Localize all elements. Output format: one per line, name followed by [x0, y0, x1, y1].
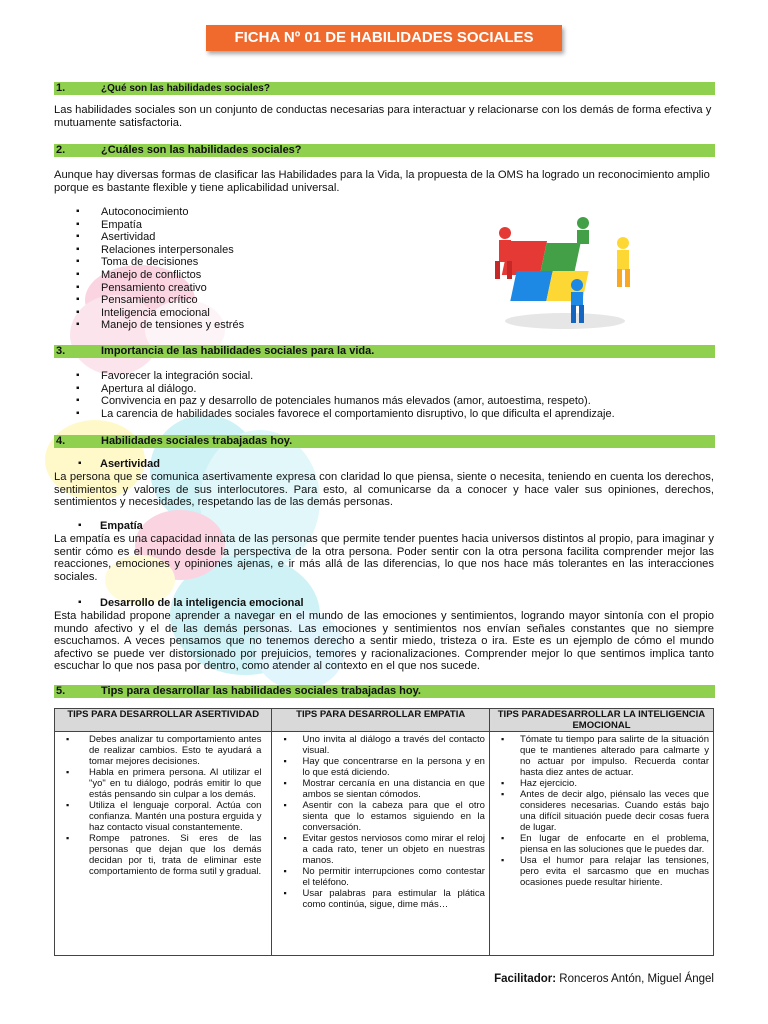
table-header: TIPS PARADESARROLLAR LA INTELIGENCIA EMOCIONAL	[489, 709, 713, 732]
list-item: ▪ Manejo de tensiones y estrés	[76, 319, 244, 332]
list-item: ▪ Empatía	[76, 219, 244, 232]
list-item: ▪ Pensamiento creativo	[76, 282, 244, 295]
section-1-number: 1.	[56, 82, 66, 94]
ie-heading	[80, 597, 304, 609]
ie-text: Esta habilidad propone aprender a navegar en el mundo de las emociones y sentimientos, logrando mayor sintonía con el propio mundo afectivo y el de las demás personas. Las emociones y sentimientos nos envían señales constantes que no siempre escuchamos. A veces pensamos que no tenemos derecho a sentir miedo, tristeza o ira. Este es un ejemplo de cómo el mundo afectivo se puede ver distorsionado por prejuicios, temores y racionalizaciones. Comprender mejor lo que sentimos implica tanto escuchar lo que nos pasa por dentro, como atender al contexto en el que nos sucede.	[54, 610, 714, 673]
section-2-title: ¿Cuáles son las habilidades sociales?	[101, 144, 302, 156]
table-row	[55, 732, 714, 956]
list-item: ▪ Evitar gestos nerviosos como mirar el reloj a cada rato, tener un objeto en nuestras manos.	[276, 833, 484, 866]
list-item: ▪ Uno invita al diálogo a través del contacto visual.	[276, 734, 484, 756]
list-item: ▪ Rompe patrones. Si eres de las personas que dejan que los demás decidan por ti, trata de eliminar este comportamiento de forma sutil y gradual.	[59, 833, 267, 877]
empatia-text: La empatía es una capacidad innata de las personas que permite tender puentes hacia universos distintos al propio, para imaginar y sentir cómo es el mundo desde la perspectiva de la otra persona. Poder sentir con la otra persona facilita comprender mejor las reacciones, emociones y opiniones ajenas, e ir más allá de las diferencias, lo que nos hace más tolerantes en las interacciones sociales.	[54, 533, 714, 583]
list-item: ▪ Asertividad	[76, 231, 244, 244]
skills-list	[76, 206, 244, 332]
list-item: ▪ Favorecer la integración social.	[76, 370, 716, 383]
asertividad-heading	[80, 458, 160, 470]
section-3-number: 3.	[56, 345, 66, 357]
list-item: ▪ Usa el humor para relajar las tensiones, pero evita el sarcasmo que en muchas ocasiones puede resultar hiriente.	[494, 855, 709, 888]
list-item: ▪ Utiliza el lenguaje corporal. Actúa con confianza. Mantén una postura erguida y haz contacto visual constantemente.	[59, 800, 267, 833]
list-item: ▪ Toma de decisiones	[76, 256, 244, 269]
list-item: ▪ Antes de decir algo, piénsalo las veces que consideres necesarias. Cuando estás bajo una difícil situación puede decir cosas fuera de lugar.	[494, 789, 709, 833]
facilitator-label: Facilitador:	[494, 973, 557, 985]
list-item: ▪ Asentir con la cabeza para que el otro sienta que lo estamos siguiendo en la conversación.	[276, 800, 484, 833]
section-3-title: Importancia de las habilidades sociales para la vida.	[101, 345, 375, 357]
list-item: ▪ Inteligencia emocional	[76, 307, 244, 320]
list-item: ▪ Convivencia en paz y desarrollo de potenciales humanos más elevados (amor, autoestima, respeto).	[76, 395, 716, 408]
section-3-header	[54, 345, 715, 358]
list-item: ▪ Haz ejercicio.	[494, 778, 709, 789]
table-header: TIPS PARA DESARROLLAR EMPATIA	[272, 709, 489, 732]
facilitator-name: Ronceros Antón, Miguel Ángel	[559, 973, 714, 985]
empatia-heading-text: Empatía	[100, 520, 143, 532]
list-item: ▪ La carencia de habilidades sociales favorece el comportamiento disruptivo, lo que dificulta el aprendizaje.	[76, 408, 716, 421]
table-header-row	[55, 709, 714, 732]
section-1-title: ¿Qué son las habilidades sociales?	[101, 83, 270, 94]
section-4-header	[54, 435, 715, 448]
ie-heading-text: Desarrollo de la inteligencia emocional	[100, 597, 304, 609]
list-item: ▪ Habla en primera persona. Al utilizar el "yo" en tu diálogo, podrás emitir lo que estás pensando sin culpar a los demás.	[59, 767, 267, 800]
list-item: ▪ Tómate tu tiempo para salirte de la situación que te mantienes alterado para calmarte y no actuar por impulso. Recuerda contar hasta diez antes de actuar.	[494, 734, 709, 778]
list-item: ▪ En lugar de enfocarte en el problema, piensa en las soluciones que le puedes dar.	[494, 833, 709, 855]
table-header: TIPS PARA DESARROLLAR ASERTIVIDAD	[55, 709, 272, 732]
page-title: FICHA Nº 01 DE HABILIDADES SOCIALES	[206, 25, 562, 51]
tips-table	[54, 708, 714, 956]
table-cell-asertividad	[55, 732, 272, 956]
empatia-heading	[80, 520, 143, 532]
section-1-header	[54, 82, 715, 95]
section-2-number: 2.	[56, 144, 66, 156]
section-2-header	[54, 144, 715, 157]
list-item: ▪ Debes analizar tu comportamiento antes de realizar cambios. Esto te ayudará a tomar mejores decisiones.	[59, 734, 267, 767]
table-cell-empatia	[272, 732, 489, 956]
puzzle-team-icon	[485, 213, 635, 333]
section-5-header	[54, 685, 715, 698]
list-item: ▪ Autoconocimiento	[76, 206, 244, 219]
list-item: ▪ Mostrar cercanía en una distancia en que ambos se sientan cómodos.	[276, 778, 484, 800]
section-2-text: Aunque hay diversas formas de clasificar las Habilidades para la Vida, la propuesta de la OMS ha logrado un reconocimiento amplio porque es bastante flexible y tiene aplicabilidad universal.	[54, 169, 710, 194]
list-item: ▪ Manejo de conflictos	[76, 269, 244, 282]
section-5-title: Tips para desarrollar las habilidades sociales trabajadas hoy.	[101, 685, 421, 697]
list-item: ▪ Apertura al diálogo.	[76, 383, 716, 396]
importance-list	[76, 370, 716, 420]
facilitator-credit	[494, 973, 714, 985]
list-item: ▪ Hay que concentrarse en la persona y en lo que está diciendo.	[276, 756, 484, 778]
table-cell-inteligencia-emocional	[489, 732, 713, 956]
section-5-number: 5.	[56, 685, 66, 697]
section-4-title: Habilidades sociales trabajadas hoy.	[101, 435, 293, 447]
list-item: ▪ Relaciones interpersonales	[76, 244, 244, 257]
section-4-number: 4.	[56, 435, 66, 447]
list-item: ▪ Usar palabras para estimular la plática como continúa, sigue, dime más…	[276, 888, 484, 910]
list-item: ▪ Pensamiento crítico	[76, 294, 244, 307]
section-1-text: Las habilidades sociales son un conjunto de conductas necesarias para interactuar y relacionarse con los demás de forma efectiva y mutuamente satisfactoria.	[54, 104, 712, 129]
asertividad-text: La persona que se comunica asertivamente expresa con claridad lo que piensa, siente o necesita, teniendo en cuenta los derechos, sentimientos y valores de sus interlocutores. Para esto, al comunicarse da a conocer y hace valer sus opiniones, derechos, sentimientos y necesidades, respetando las de las demás personas.	[54, 471, 714, 509]
list-item: ▪ No permitir interrupciones como contestar el teléfono.	[276, 866, 484, 888]
asertividad-heading-text: Asertividad	[100, 458, 160, 470]
